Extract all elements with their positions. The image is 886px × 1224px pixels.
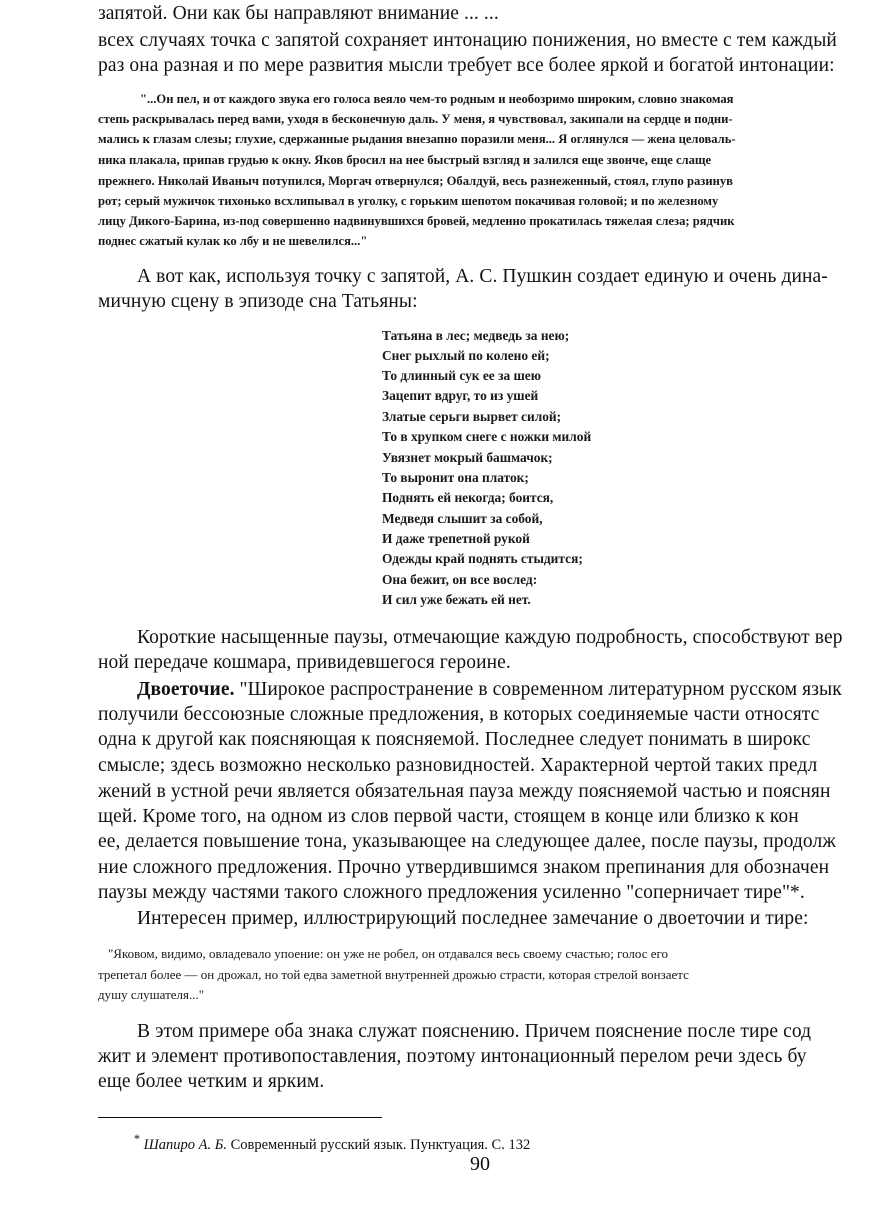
poem-line: Зацепит вдруг, то из ушей: [382, 388, 539, 403]
footnote-divider: [98, 1117, 382, 1118]
colon-section-line: смысле; здесь возможно несколько разновидностей. Характерной чертой таких предл: [98, 755, 818, 776]
colon-section-line: получили бессоюзные сложные предложения, в которых соединяемые части относятс: [98, 704, 820, 725]
quote1-line-5: прежнего. Николай Иваныч потупился, Моргач отвернулся; Обалдуй, весь разнеженный, стоял, глупо разинув: [98, 174, 733, 188]
poem-line: То длинный сук ее за шею: [382, 368, 541, 383]
colon-section-line: щей. Кроме того, на одном из слов первой части, стоящем в конце или близко к кон: [98, 806, 799, 827]
after-poem-line-1: Короткие насыщенные паузы, отмечающие каждую подробность, способствуют вер: [137, 627, 843, 648]
conclusion-line-2: жит и элемент противопоставления, поэтому интонационный перелом речи здесь бу: [98, 1046, 807, 1067]
footnote: [134, 1129, 530, 1155]
poem-line: Поднять ей некогда; боится,: [382, 490, 554, 505]
quote1-line-2: степь раскрывалась перед вами, уходя в бесконечную даль. У меня, я чувствовал, закипали на сердце и подни-: [98, 112, 733, 126]
colon-section-first-line: [137, 678, 842, 702]
quote1-line-6: рот; серый мужичок тихонько всхлипывал в уголку, с горьким шепотом покачивая головой; и по железному: [98, 194, 719, 208]
after-poem-line-2: ной передаче кошмара, привидевшегося героине.: [98, 652, 511, 673]
footnote-text: Современный русский язык. Пунктуация. С. 132: [226, 1136, 531, 1153]
quote1-line-1: "...Он пел, и от каждого звука его голоса веяло чем-то родным и необозримо широким, словно знакомая: [140, 92, 734, 106]
poem-line: Татьяна в лес; медведь за нею;: [382, 328, 570, 343]
colon-section-line: Интересен пример, иллюстрирующий последнее замечание о двоеточии и тире:: [137, 908, 809, 929]
quote2-line-3: душу слушателя...": [98, 987, 205, 1002]
quote1-line-7: лицу Дикого-Барина, из-под совершенно надвинувшихся бровей, медленно прокатилась тяжелая слеза; рядчик: [98, 214, 735, 228]
colon-section-line: ее, делается повышение тона, указывающее на следующее далее, после паузы, продолж: [98, 831, 836, 852]
intro-line-1: запятой. Они как бы направляют внимание ... ...: [98, 3, 499, 24]
poem-line: Медведя слышит за собой,: [382, 511, 543, 526]
quote1-line-8: поднес сжатый кулак ко лбу и не шевелился...": [98, 234, 368, 248]
quote1-line-3: мались к глазам слезы; глухие, сдержанные рыдания внезапно поразили меня... Я оглянулся — жена целоваль-: [98, 132, 736, 146]
conclusion-line-3: еще более четким и ярким.: [98, 1071, 325, 1092]
colon-section-line: одна к другой как поясняющая к поясняемой. Последнее следует понимать в широкс: [98, 729, 811, 750]
poem-line: И сил уже бежать ей нет.: [382, 592, 531, 607]
intro-line-2: всех случаях точка с запятой сохраняет интонацию понижения, но вместе с тем каждый: [98, 30, 837, 51]
poem-line: Увязнет мокрый башмачок;: [382, 450, 553, 465]
colon-section-line: жений в устной речи является обязательная пауза между поясняемой частью и пояснян: [98, 781, 831, 802]
poem-line: Златые серьги вырвет силой;: [382, 409, 562, 424]
footnote-author: Шапиро А. Б.: [143, 1136, 227, 1153]
conclusion-line-1: В этом примере оба знака служат пояснению. Причем пояснение после тире сод: [137, 1021, 812, 1042]
quote1-line-4: ника плакала, припав грудью к окну. Яков бросил на нее быстрый взгляд и залился еще звонче, еще слаще: [98, 153, 712, 167]
poem-line: Она бежит, он все вослед:: [382, 572, 538, 587]
colon-section-line: ние сложного предложения. Прочно утвердившимся знаком препинания для обозначен: [98, 857, 830, 878]
poem-line: И даже трепетной рукой: [382, 531, 530, 546]
page-number: 90: [470, 1153, 490, 1175]
colon-section-heading: Двоеточие.: [137, 679, 235, 700]
colon-section-first-line-text: "Широкое распространение в современном литературном русском язык: [234, 679, 842, 700]
poem-line: Снег рыхлый по колено ей;: [382, 348, 550, 363]
intro-line-3: раз она разная и по мере развития мысли требует все более яркой и богатой интонации:: [98, 55, 835, 76]
poem-line: То в хрупком снеге с ножки милой: [382, 429, 592, 444]
quote2-line-2: трепетал более — он дрожал, но той едва заметной внутренней дрожью страсти, которая стрелой вонзаетс: [98, 967, 689, 982]
quote2-line-1: "Яковом, видимо, овладевало упоение: он уже не робел, он отдавался весь своему счастью; голос его: [108, 946, 669, 961]
colon-section-line: паузы между частями такого сложного предложения усиленно "соперничает тире"*.: [98, 882, 805, 903]
poem-line: Одежды край поднять стыдится;: [382, 551, 583, 566]
poem-line: То выронит она платок;: [382, 470, 529, 485]
pushkin-intro-line-2: мичную сцену в эпизоде сна Татьяны:: [98, 291, 418, 312]
footnote-marker: *: [134, 1132, 141, 1146]
pushkin-intro-line-1: А вот как, используя точку с запятой, А. С. Пушкин создает единую и очень дина-: [137, 266, 828, 287]
